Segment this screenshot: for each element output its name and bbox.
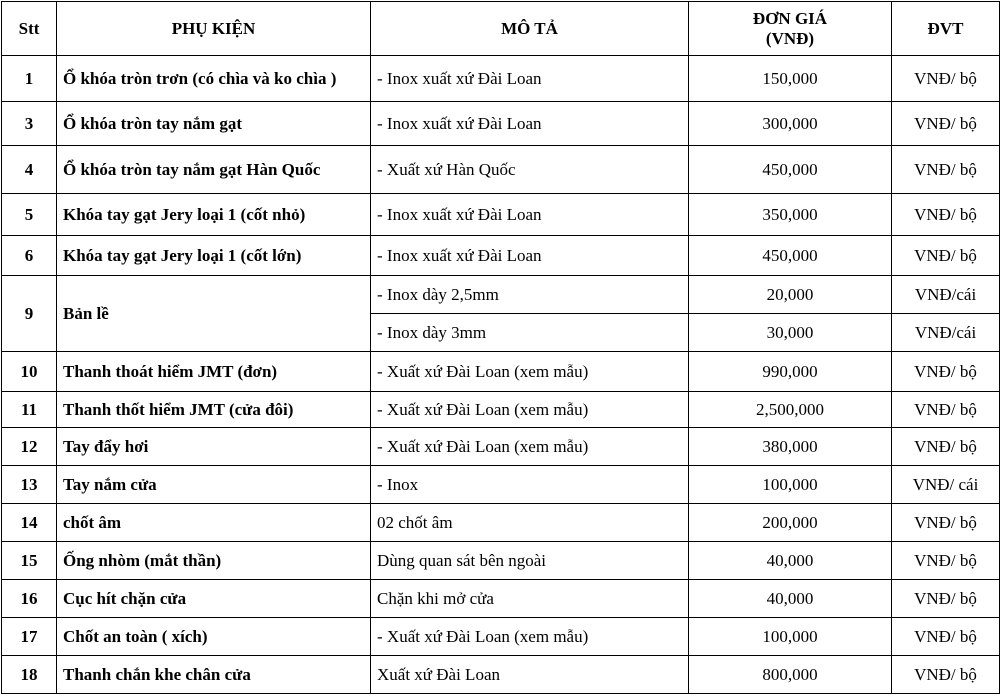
row-unit: VNĐ/ bộ <box>892 392 1000 428</box>
row-price: 150,000 <box>689 56 892 102</box>
row-description: - Inox dày 2,5mm <box>371 276 689 314</box>
header-row <box>2 2 1000 56</box>
row-unit: VNĐ/ bộ <box>892 428 1000 466</box>
header-unit: ĐVT <box>892 2 1000 56</box>
row-description: Chặn khi mở cửa <box>371 580 689 618</box>
row-accessory: Thanh thoát hiểm JMT (đơn) <box>57 352 371 392</box>
row-price: 20,000 <box>689 276 892 314</box>
row-accessory: Ổ khóa tròn trơn (có chìa và ko chìa ) <box>57 56 371 102</box>
row-unit: VNĐ/ bộ <box>892 352 1000 392</box>
row-stt: 13 <box>2 466 57 504</box>
row-accessory: Ổ khóa tròn tay nắm gạt Hàn Quốc <box>57 146 371 194</box>
row-unit: VNĐ/ bộ <box>892 580 1000 618</box>
row-unit: VNĐ/cái <box>892 276 1000 314</box>
row-price: 450,000 <box>689 146 892 194</box>
row-accessory: Khóa tay gạt Jery loại 1 (cốt lớn) <box>57 236 371 276</box>
row-price: 350,000 <box>689 194 892 236</box>
table-row <box>2 618 1000 656</box>
row-price: 450,000 <box>689 236 892 276</box>
row-stt: 17 <box>2 618 57 656</box>
row-accessory: Cục hít chặn cửa <box>57 580 371 618</box>
row-accessory: Tay nắm cửa <box>57 466 371 504</box>
row-description: - Inox xuất xứ Đài Loan <box>371 102 689 146</box>
table-row <box>2 276 1000 314</box>
row-description: - Xuất xứ Đài Loan (xem mẫu) <box>371 352 689 392</box>
row-price: 2,500,000 <box>689 392 892 428</box>
row-description: Xuất xứ Đài Loan <box>371 656 689 694</box>
row-description: - Inox dày 3mm <box>371 314 689 352</box>
row-unit: VNĐ/ bộ <box>892 542 1000 580</box>
table-row <box>2 580 1000 618</box>
table-row <box>2 352 1000 392</box>
row-unit: VNĐ/ bộ <box>892 618 1000 656</box>
row-accessory: Bản lề <box>57 276 371 352</box>
row-price: 200,000 <box>689 504 892 542</box>
row-description: - Inox <box>371 466 689 504</box>
row-price: 990,000 <box>689 352 892 392</box>
row-accessory: Ổ khóa tròn tay nắm gạt <box>57 102 371 146</box>
row-accessory: Thanh thốt hiểm JMT (cửa đôi) <box>57 392 371 428</box>
row-unit: VNĐ/ bộ <box>892 504 1000 542</box>
row-stt: 3 <box>2 102 57 146</box>
row-stt: 11 <box>2 392 57 428</box>
row-stt: 5 <box>2 194 57 236</box>
row-stt: 12 <box>2 428 57 466</box>
table-row <box>2 236 1000 276</box>
table-row <box>2 656 1000 694</box>
row-description: - Xuất xứ Đài Loan (xem mẫu) <box>371 392 689 428</box>
row-price: 30,000 <box>689 314 892 352</box>
row-unit: VNĐ/ bộ <box>892 656 1000 694</box>
row-price: 800,000 <box>689 656 892 694</box>
row-price: 380,000 <box>689 428 892 466</box>
table-row <box>2 428 1000 466</box>
row-accessory: Ống nhòm (mắt thần) <box>57 542 371 580</box>
row-unit: VNĐ/ bộ <box>892 236 1000 276</box>
row-stt: 16 <box>2 580 57 618</box>
row-stt: 15 <box>2 542 57 580</box>
row-unit: VNĐ/cái <box>892 314 1000 352</box>
row-description: - Xuất xứ Đài Loan (xem mẫu) <box>371 428 689 466</box>
table-row <box>2 542 1000 580</box>
row-unit: VNĐ/ bộ <box>892 102 1000 146</box>
row-description: - Xuất xứ Đài Loan (xem mẫu) <box>371 618 689 656</box>
row-accessory: Chốt an toàn ( xích) <box>57 618 371 656</box>
header-stt: Stt <box>2 2 57 56</box>
header-price-line2: (VNĐ) <box>765 28 815 48</box>
row-accessory: Khóa tay gạt Jery loại 1 (cốt nhỏ) <box>57 194 371 236</box>
row-accessory: Tay đẩy hơi <box>57 428 371 466</box>
row-stt: 10 <box>2 352 57 392</box>
row-unit: VNĐ/ cái <box>892 466 1000 504</box>
row-description: Dùng quan sát bên ngoài <box>371 542 689 580</box>
table-row <box>2 194 1000 236</box>
row-stt: 4 <box>2 146 57 194</box>
row-description: - Xuất xứ Hàn Quốc <box>371 146 689 194</box>
header-accessory: PHỤ KIỆN <box>57 2 371 56</box>
price-table <box>1 1 1000 694</box>
header-price-line1: ĐƠN GIÁ <box>752 8 828 28</box>
row-stt: 6 <box>2 236 57 276</box>
row-description: - Inox xuất xứ Đài Loan <box>371 194 689 236</box>
row-accessory: chốt âm <box>57 504 371 542</box>
row-stt: 14 <box>2 504 57 542</box>
table-row <box>2 392 1000 428</box>
row-price: 100,000 <box>689 466 892 504</box>
row-unit: VNĐ/ bộ <box>892 146 1000 194</box>
table-row <box>2 146 1000 194</box>
row-accessory: Thanh chắn khe chân cửa <box>57 656 371 694</box>
row-unit: VNĐ/ bộ <box>892 194 1000 236</box>
row-price: 300,000 <box>689 102 892 146</box>
row-price: 40,000 <box>689 580 892 618</box>
table-row <box>2 504 1000 542</box>
row-unit: VNĐ/ bộ <box>892 56 1000 102</box>
table-row <box>2 56 1000 102</box>
header-description: MÔ TẢ <box>371 2 689 56</box>
row-stt: 1 <box>2 56 57 102</box>
row-stt: 18 <box>2 656 57 694</box>
header-price <box>689 2 892 56</box>
table-row <box>2 466 1000 504</box>
row-description: 02 chốt âm <box>371 504 689 542</box>
row-stt: 9 <box>2 276 57 352</box>
row-price: 100,000 <box>689 618 892 656</box>
row-description: - Inox xuất xứ Đài Loan <box>371 236 689 276</box>
table-row <box>2 102 1000 146</box>
row-description: - Inox xuất xứ Đài Loan <box>371 56 689 102</box>
row-price: 40,000 <box>689 542 892 580</box>
